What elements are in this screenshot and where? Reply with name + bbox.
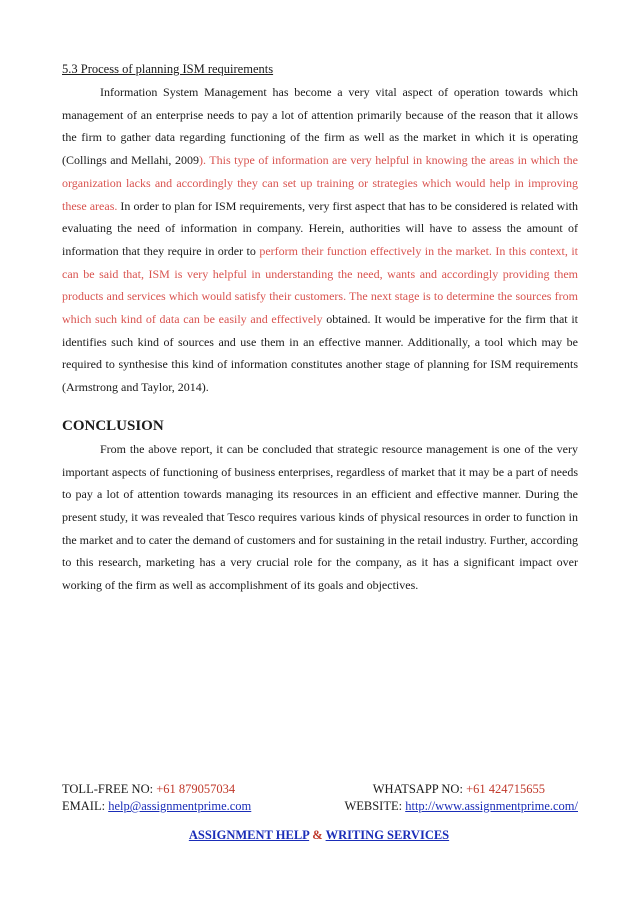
conclusion-heading: CONCLUSION [62, 417, 164, 434]
footer-tagline [0, 828, 638, 843]
section-heading: 5.3 Process of planning ISM requirements [62, 62, 274, 76]
footer-row-phone [62, 781, 578, 798]
page-content [62, 61, 578, 597]
whatsapp-number: +61 424715655 [466, 782, 545, 796]
website-label: WEBSITE: [344, 799, 406, 813]
email-info [62, 798, 251, 815]
text-run: Information System Management has become a very vital aspect of operation towards which management of an enterprise needs to pay a lot of attention primarily because of the reason that it allows the firm to gather data regarding functioning of the firm as well as the market in which it is operating (Collings and Mellahi, 2009 [62, 85, 578, 168]
conclusion-paragraph: From the above report, it can be concluded that strategic resource management is one of the very important aspects of functioning of business enterprises, regardless of market that it may be a part of needs to pay a lot of attention towards managing its resources in an efficient and effective manner. During the present study, it was revealed that Tesco requires various kinds of physical resources in order to function in the market and to cater the demand of customers and for sustaining in the retail industry. Further, according to this research, marketing has a very crucial role for the company, as it has a significant impact over working of the firm as well as accomplishment of its goals and objectives. [62, 441, 578, 593]
website-link[interactable]: http://www.assignmentprime.com/ [405, 799, 578, 813]
tagline-writing-services: WRITING SERVICES [325, 828, 450, 842]
tollfree-label: TOLL-FREE NO: [62, 782, 157, 796]
footer-row-contact [62, 798, 578, 815]
page-footer [62, 781, 578, 815]
email-link[interactable]: help@assignmentprime.com [108, 799, 252, 813]
website-info [344, 798, 578, 815]
tollfree-info [62, 781, 235, 798]
highlighted-text-run: ). This type of information are very helpful in knowing the areas in which the organization lacks and accordingly they can set up training or strategies which would help in improving these areas. [62, 153, 578, 213]
tollfree-number: +61 879057034 [156, 782, 236, 796]
email-label: EMAIL: [62, 799, 109, 813]
text-run: obtained. It would be imperative for the firm that it identifies such kind of sources and use them in an effective manner. Additionally, a tool which may be required to synthesise this kind of information constitutes another stage of planning for ISM requirements (Armstrong and Taylor, 2014). [62, 312, 578, 395]
highlighted-text-run: perform their function effectively in the market. In this context, it can be said that, ISM is very helpful in understanding the need, wants and accordingly providing them products and services which would satisfy their customers. The next stage is to determine the sources from which such kind of data can be easily and effectively [62, 243, 578, 327]
tagline-assignment-help: ASSIGNMENT HELP [188, 828, 310, 842]
section-paragraph [62, 81, 578, 399]
whatsapp-info [373, 781, 545, 798]
text-run: In order to plan for ISM requirements, very first aspect that has to be considered is related with evaluating the need of information in company. Herein, authorities will have to assess the amount of information that they require in order to [62, 198, 578, 258]
whatsapp-label: WHATSAPP NO: [372, 782, 467, 796]
tagline-ampersand: & [309, 828, 326, 842]
